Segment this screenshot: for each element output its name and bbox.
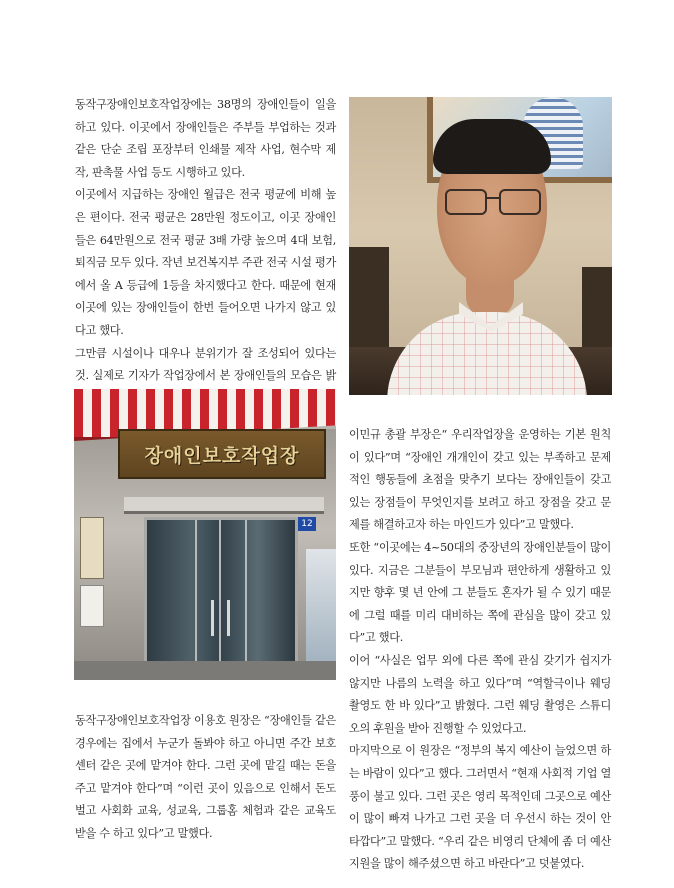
paragraph: 마지막으로 이 원장은 “정부의 복지 예산이 늘었으면 하는 바람이 있다”고 했다. 그러면서 “현재 사회적 기업 열풍이 불고 있다. 그런 곳은 영리 목적인데 그곳으로 예산이 많이 빠져 나가고 그런 곳을 더 우선시 하는 것이 안타깝다”고 말했다. “우리 같은 비영리 단체에 좀 더 예산 지원을 많이 해주셨으면 하고 바란다”고 덧붙였다. — [349, 744, 611, 871]
building-photo — [74, 389, 336, 680]
portrait-photo — [349, 97, 612, 395]
paragraph: 동작구장애인보호작업장 이용호 원장은 “장애인들 같은경우에는 집에서 누군가 돌봐야 하고 아니면 주간 보호 센터 같은 곳에 맡겨야 한다. 그런 곳에 맡길 때는 돈을 주고 맡겨야 한다”며 “이런 곳이 있음으로 인해서 돈도 벌고 사회화 교육, 성교육, 그룹홈 체험과 같은 교육도 받을 수 하고 있다”고 말했다. — [75, 714, 336, 840]
paragraph: 이어 “사실은 업무 외에 다른 쪽에 관심 갖기가 쉽지가 않지만 나름의 노력을 하고 있다”며 “역할극이나 웨딩 촬영도 한 바 있다”고 밝혔다. 그런 웨딩 촬영은 스튜디오의 후원을 받아 진행할 수 있었다고. — [349, 653, 611, 735]
vending-machine — [306, 549, 336, 669]
article-column-bottom-left — [75, 710, 336, 846]
article-column-top-left — [75, 94, 336, 410]
paragraph: 동작구장애인보호작업장에는 38명의 장애인들이 일을 하고 있다. 이곳에서 장애인들은 주부들 부업하는 것과 같은 단순 조립 포장부터 인쇄물 제작 사업, 현수막 제작, 판촉물 사업 등도 시행하고 있다. — [75, 98, 336, 179]
paragraph: 또한 “이곳에는 4~50대의 중장년의 장애인분들이 많이 있다. 지금은 그분들이 부모님과 편안하게 생활하고 있지만 향후 몇 년 안에 그 분들도 혼자가 될 수 있기 때문에 그럴 때를 미리 대비하는 쪽에 관심을 많이 갖고 있다”고 했다. — [349, 540, 611, 645]
wall-plaque — [80, 517, 104, 579]
glasses — [445, 189, 541, 215]
building-sign-text: 장애인보호작업장 — [144, 444, 300, 467]
glass-door — [144, 517, 298, 680]
paragraph: 그만큼 시설이나 대우나 분위기가 잘 조성되어 있다는 것. 실제로 기자가 작업장에서 본 장애인들의 모습은 밝 — [75, 346, 336, 383]
building-number: 12 — [298, 517, 316, 531]
building-sign — [118, 429, 326, 479]
paragraph: 이곳에서 지급하는 장애인 월급은 전국 평균에 비해 높은 편이다. 전국 평균은 28만원 정도이고, 이곳 장애인들은 64만원으로 전국 평균 3배 가량 높으며 4대 보험, 퇴직금 모두 있다. 작년 보건복지부 주관 전국 시설 평가에서 올 A 등급에 1등을 차지했다고 한다. 때문에 현재 이곳에 있는 장애인들이 한번 들어오면 나가지 않고 있다고 했다. — [75, 188, 336, 337]
article-column-right — [349, 424, 611, 876]
paragraph: 이민규 총괄 부장은“ 우리작업장을 운영하는 기본 원칙이 있다”며 “장애인 개개인이 갖고 있는 부족하고 문제적인 행동들에 초점을 맞추기 보다는 장애인들이 갖고 있는 장점들이 무엇인지를 보려고 하고 장점을 갖고 문제를 해결하고자 하는 마인드가 있다”고 말했다. — [349, 428, 611, 532]
